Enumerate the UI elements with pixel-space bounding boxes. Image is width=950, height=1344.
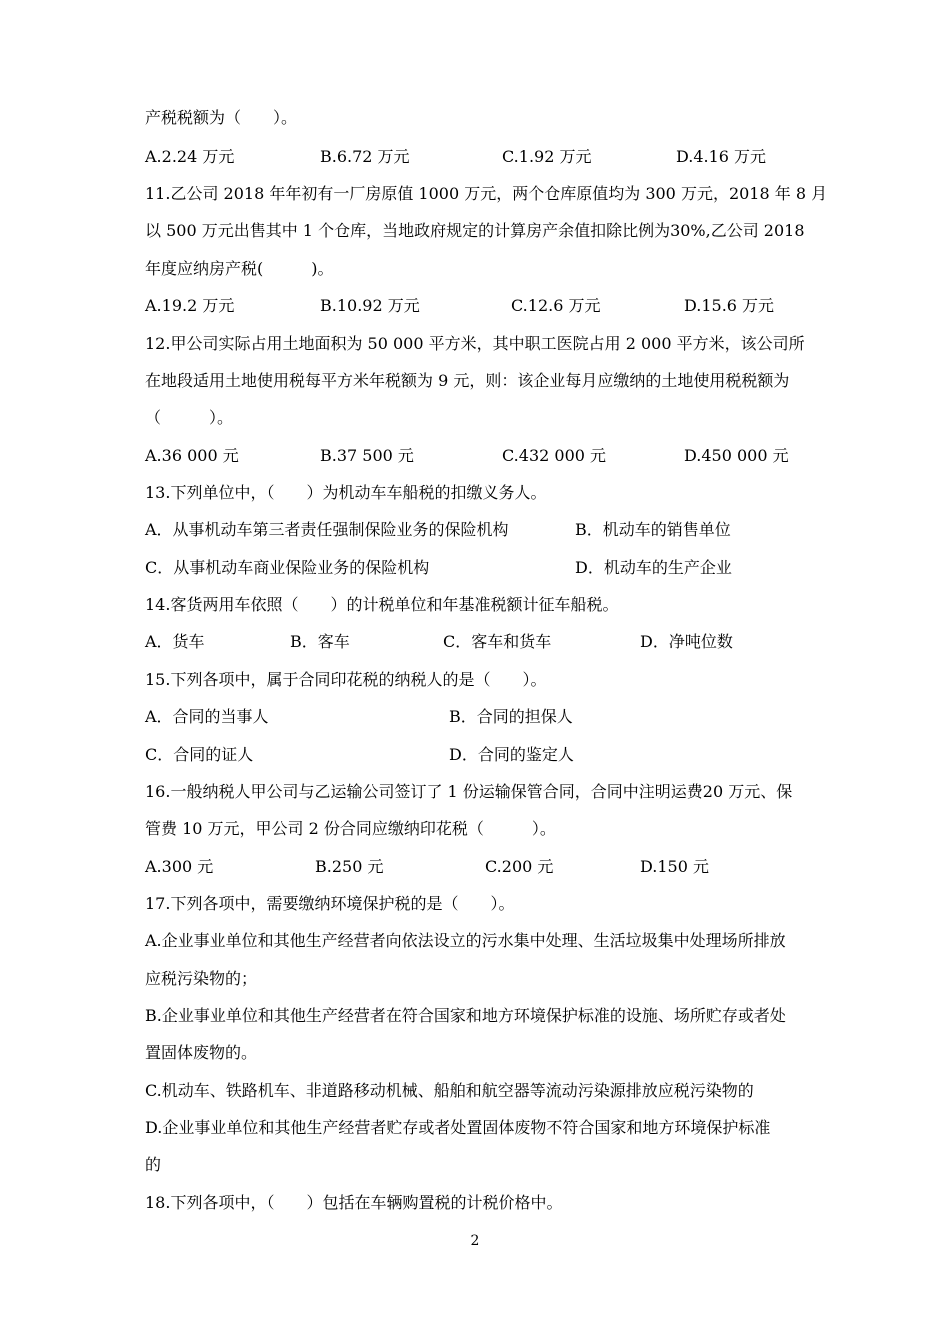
q10-option-c: C.1.92 万元 bbox=[502, 147, 592, 166]
q15-option-d: D．合同的鉴定人 bbox=[449, 745, 574, 764]
q13-option-a: A．从事机动车第三者责任强制保险业务的保险机构 bbox=[145, 520, 509, 539]
q12-option-d: D.450 000 元 bbox=[684, 446, 789, 465]
q16-stem-line-1: 16.一般纳税人甲公司与乙运输公司签订了 1 份运输保管合同，合同中注明运费20 万元、保 bbox=[145, 782, 793, 801]
q13-stem: 13.下列单位中，（ ）为机动车车船税的扣缴义务人。 bbox=[145, 483, 547, 502]
q13-option-c: C．从事机动车商业保险业务的保险机构 bbox=[145, 558, 430, 577]
q14-option-d: D．净吨位数 bbox=[640, 632, 733, 651]
q12-stem-line-2: 在地段适用土地使用税每平方米年税额为 9 元，则：该企业每月应缴纳的土地使用税税额为 bbox=[145, 371, 790, 390]
q14-stem: 14.客货两用车依照（ ）的计税单位和年基准税额计征车船税。 bbox=[145, 595, 619, 614]
q13-option-b: B．机动车的销售单位 bbox=[575, 520, 731, 539]
q17-option-a-line-1: A.企业事业单位和其他生产经营者向依法设立的污水集中处理、生活垃圾集中处理场所排放 bbox=[145, 931, 786, 950]
q16-option-a: A.300 元 bbox=[145, 857, 214, 876]
q17-stem: 17.下列各项中，需要缴纳环境保护税的是（ ）。 bbox=[145, 894, 515, 913]
q11-stem-line-1: 11.乙公司 2018 年年初有一厂房原值 1000 万元，两个仓库原值均为 300 万元，2018 年 8 月 bbox=[145, 184, 828, 203]
q16-stem-line-2: 管费 10 万元，甲公司 2 份合同应缴纳印花税（ ）。 bbox=[145, 819, 556, 838]
q17-option-d-line-1: D.企业事业单位和其他生产经营者贮存或者处置固体废物不符合国家和地方环境保护标准 bbox=[145, 1118, 771, 1137]
q11-stem-line-2: 以 500 万元出售其中 1 个仓库，当地政府规定的计算房产余值扣除比例为30%,乙公司 2018 bbox=[145, 221, 805, 240]
q15-option-b: B．合同的担保人 bbox=[449, 707, 573, 726]
q18-stem: 18.下列各项中，（ ）包括在车辆购置税的计税价格中。 bbox=[145, 1193, 563, 1212]
q13-option-d: D．机动车的生产企业 bbox=[575, 558, 732, 577]
q16-option-d: D.150 元 bbox=[640, 857, 709, 876]
q10-stem-tail: 产税税额为（ ）。 bbox=[145, 108, 298, 127]
q12-stem-line-3: （ ）。 bbox=[145, 408, 234, 427]
q11-stem-line-3: 年度应纳房产税( )。 bbox=[145, 259, 334, 278]
q14-option-a: A．货车 bbox=[145, 632, 205, 651]
page-number: 2 bbox=[470, 1233, 480, 1249]
q11-option-a: A.19.2 万元 bbox=[145, 296, 235, 315]
q15-option-a: A．合同的当事人 bbox=[145, 707, 269, 726]
q10-option-d: D.4.16 万元 bbox=[676, 147, 767, 166]
q14-option-b: B．客车 bbox=[290, 632, 350, 651]
q16-option-b: B.250 元 bbox=[315, 857, 384, 876]
q10-option-b: B.6.72 万元 bbox=[320, 147, 410, 166]
q10-option-a: A.2.24 万元 bbox=[145, 147, 235, 166]
q17-option-a-line-2: 应税污染物的； bbox=[145, 969, 258, 988]
q11-option-c: C.12.6 万元 bbox=[511, 296, 601, 315]
q14-option-c: C．客车和货车 bbox=[443, 632, 552, 651]
q17-option-b-line-2: 置固体废物的。 bbox=[145, 1043, 258, 1062]
q12-option-b: B.37 500 元 bbox=[320, 446, 414, 465]
q12-option-a: A.36 000 元 bbox=[145, 446, 239, 465]
q17-option-b-line-1: B.企业事业单位和其他生产经营者在符合国家和地方环境保护标准的设施、场所贮存或者处 bbox=[145, 1006, 786, 1025]
q12-option-c: C.432 000 元 bbox=[502, 446, 607, 465]
q11-option-d: D.15.6 万元 bbox=[684, 296, 775, 315]
q17-option-d-line-2: 的 bbox=[145, 1155, 162, 1174]
q15-option-c: C．合同的证人 bbox=[145, 745, 254, 764]
q12-stem-line-1: 12.甲公司实际占用土地面积为 50 000 平方米，其中职工医院占用 2 000 平方米，该公司所 bbox=[145, 334, 805, 353]
q16-option-c: C.200 元 bbox=[485, 857, 554, 876]
q15-stem: 15.下列各项中，属于合同印花税的纳税人的是（ ）。 bbox=[145, 670, 547, 689]
q17-option-c: C.机动车、铁路机车、非道路移动机械、船舶和航空器等流动污染源排放应税污染物的 bbox=[145, 1081, 754, 1100]
q11-option-b: B.10.92 万元 bbox=[320, 296, 420, 315]
